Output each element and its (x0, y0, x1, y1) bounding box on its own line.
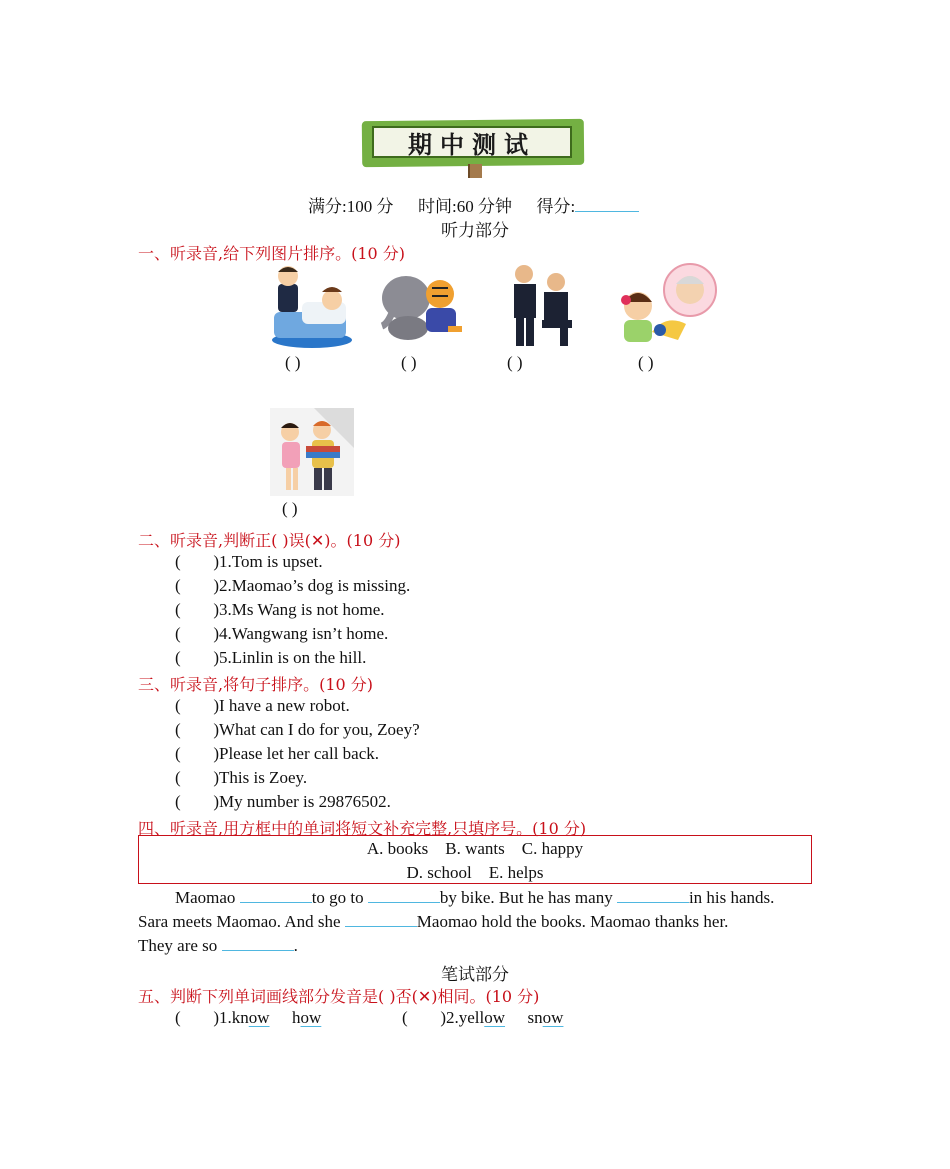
s3-item-2: ( ) What can I do for you, Zoey? (175, 720, 420, 739)
s2-item-2: ( ) 2.Maomao’s dog is missing. (175, 576, 411, 595)
meta-line (308, 192, 639, 217)
elephant-and-tiger-picture (378, 264, 464, 344)
s2-answer-1-paren[interactable]: ( ) (175, 552, 219, 571)
s3-answer-4-paren[interactable]: ( ) (175, 768, 219, 787)
passage-blank-1[interactable] (240, 888, 312, 903)
s3-item-3: ( ) Please let her call back. (175, 744, 380, 763)
s3-item-4: ( ) This is Zoey. (175, 768, 308, 787)
s2-answer-5-paren[interactable]: ( ) (175, 648, 219, 667)
s5-item-1: ( ) 1.know how (175, 1008, 322, 1027)
picture-4-answer[interactable]: ( ) (638, 353, 654, 372)
girl-on-phone-with-grandma-picture (616, 262, 720, 348)
underlined-part: ow (484, 1008, 506, 1027)
s5-answer-2-paren[interactable]: ( ) (402, 1008, 446, 1027)
s3-answer-2-paren[interactable]: ( ) (175, 720, 219, 739)
picture-3-answer[interactable]: ( ) (507, 353, 523, 372)
s2-item-3: ( ) 3.Ms Wang is not home. (175, 600, 385, 619)
word-box-line-1: A. books B. wants C. happy (366, 839, 584, 858)
banner-post (468, 164, 482, 178)
two-men-talking-picture (502, 262, 578, 348)
passage-line-1: Maomao to go to by bike. But he has many in his hands. (175, 888, 775, 907)
passage-line-2: Sara meets Maomao. And she Maomao hold the books. Maomao thanks her. (138, 912, 729, 931)
score-label: 得分: (536, 197, 576, 216)
s2-item-5: ( ) 5.Linlin is on the hill. (175, 648, 367, 667)
s3-answer-5-paren[interactable]: ( ) (175, 792, 219, 811)
underlined-part: ow (248, 1008, 270, 1027)
s2-item-1: ( ) 1.Tom is upset. (175, 552, 323, 571)
s2-answer-3-paren[interactable]: ( ) (175, 600, 219, 619)
section-4-heading: 四、听录音,用方框中的单词将短文补充完整,只填序号。(10 分) (138, 819, 587, 838)
full-score: 满分:100 分 (308, 197, 394, 216)
section-5-heading: 五、判断下列单词画线部分发音是( )否(✕)相同。(10 分) (138, 987, 540, 1006)
time-limit: 时间:60 分钟 (417, 197, 512, 216)
section-1-heading: 一、听录音,给下列图片排序。(10 分) (138, 244, 406, 263)
s3-item-1: ( ) I have a new robot. (175, 696, 350, 715)
passage-blank-4[interactable] (345, 912, 417, 927)
score-blank[interactable] (575, 197, 639, 212)
s3-answer-1-paren[interactable]: ( ) (175, 696, 219, 715)
s2-item-4: ( ) 4.Wangwang isn’t home. (175, 624, 389, 643)
title-banner (362, 118, 588, 174)
writing-heading: 笔试部分 (441, 965, 509, 984)
passage-line-3: They are so . (138, 936, 298, 955)
underlined-part: ow (542, 1008, 564, 1027)
listening-heading: 听力部分 (441, 221, 509, 240)
s2-answer-2-paren[interactable]: ( ) (175, 576, 219, 595)
passage-blank-5[interactable] (222, 936, 294, 951)
picture-1-answer[interactable]: ( ) (285, 353, 301, 372)
section-3-heading: 三、听录音,将句子排序。(10 分) (138, 675, 374, 694)
word-box-line-2: D. school E. helps (406, 863, 544, 882)
section-2-heading: 二、听录音,判断正( )误(✕)。(10 分) (138, 531, 401, 550)
sick-boy-in-bed-picture (268, 262, 352, 350)
s5-item-2: ( ) 2.yellow snow (402, 1008, 564, 1027)
passage-blank-3[interactable] (617, 888, 689, 903)
girl-helping-boy-with-books-picture (270, 408, 354, 496)
passage-blank-2[interactable] (368, 888, 440, 903)
page-title: 期中测试 (372, 126, 572, 158)
word-box (138, 835, 812, 884)
s3-answer-3-paren[interactable]: ( ) (175, 744, 219, 763)
s3-item-5: ( ) My number is 29876502. (175, 792, 391, 811)
s5-answer-1-paren[interactable]: ( ) (175, 1008, 219, 1027)
s2-answer-4-paren[interactable]: ( ) (175, 624, 219, 643)
picture-5-answer[interactable]: ( ) (282, 499, 298, 518)
picture-2-answer[interactable]: ( ) (401, 353, 417, 372)
underlined-part: ow (300, 1008, 322, 1027)
